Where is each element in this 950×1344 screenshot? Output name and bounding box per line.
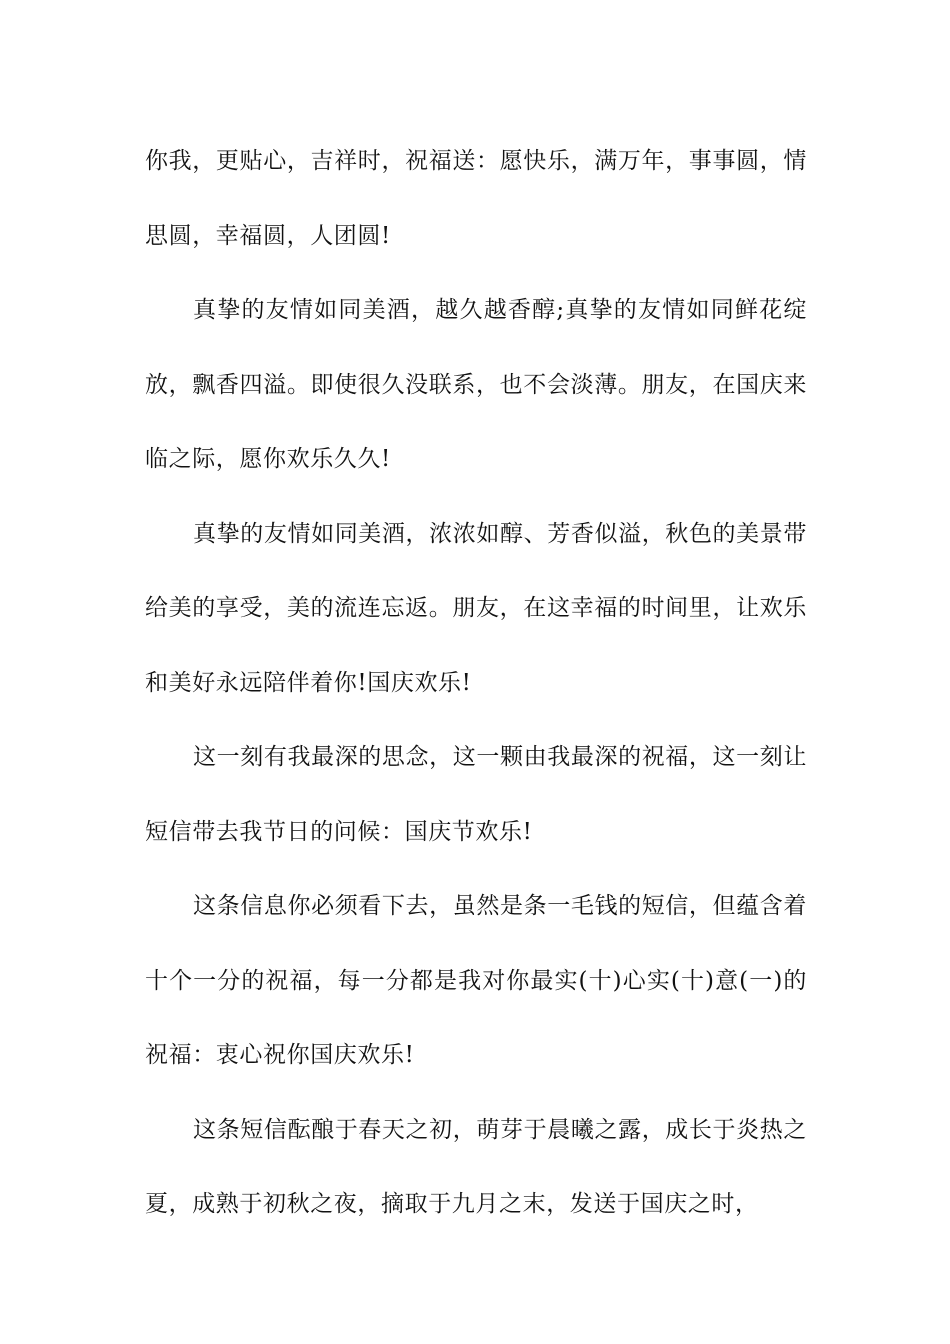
paragraph-1: 你我，更贴心，吉祥时，祝福送：愿快乐，满万年，事事圆，情思圆，幸福圆，人团圆! [145, 148, 807, 249]
paragraph-5: 这条信息你必须看下去，虽然是条一毛钱的短信，但蕴含着十个一分的祝福，每一分都是我对你最实(十)心实(十)意(一)的祝福：衷心祝你国庆欢乐! [145, 893, 807, 1068]
document-page [145, 124, 807, 1242]
paragraph-4: 这一刻有我最深的思念，这一颗由我最深的祝福，这一刻让短信带去我节日的问候：国庆节欢乐! [145, 744, 807, 845]
paragraph-2: 真挚的友情如同美酒，越久越香醇;真挚的友情如同鲜花绽放，飘香四溢。即使很久没联系，也不会淡薄。朋友，在国庆来临之际，愿你欢乐久久! [145, 297, 807, 472]
paragraph-6: 这条短信酝酿于春天之初，萌芽于晨曦之露，成长于炎热之夏，成熟于初秋之夜，摘取于九月之末，发送于国庆之时， [145, 1116, 807, 1217]
paragraph-3: 真挚的友情如同美酒，浓浓如醇、芳香似溢，秋色的美景带给美的享受，美的流连忘返。朋友，在这幸福的时间里，让欢乐和美好永远陪伴着你!国庆欢乐! [145, 520, 807, 696]
